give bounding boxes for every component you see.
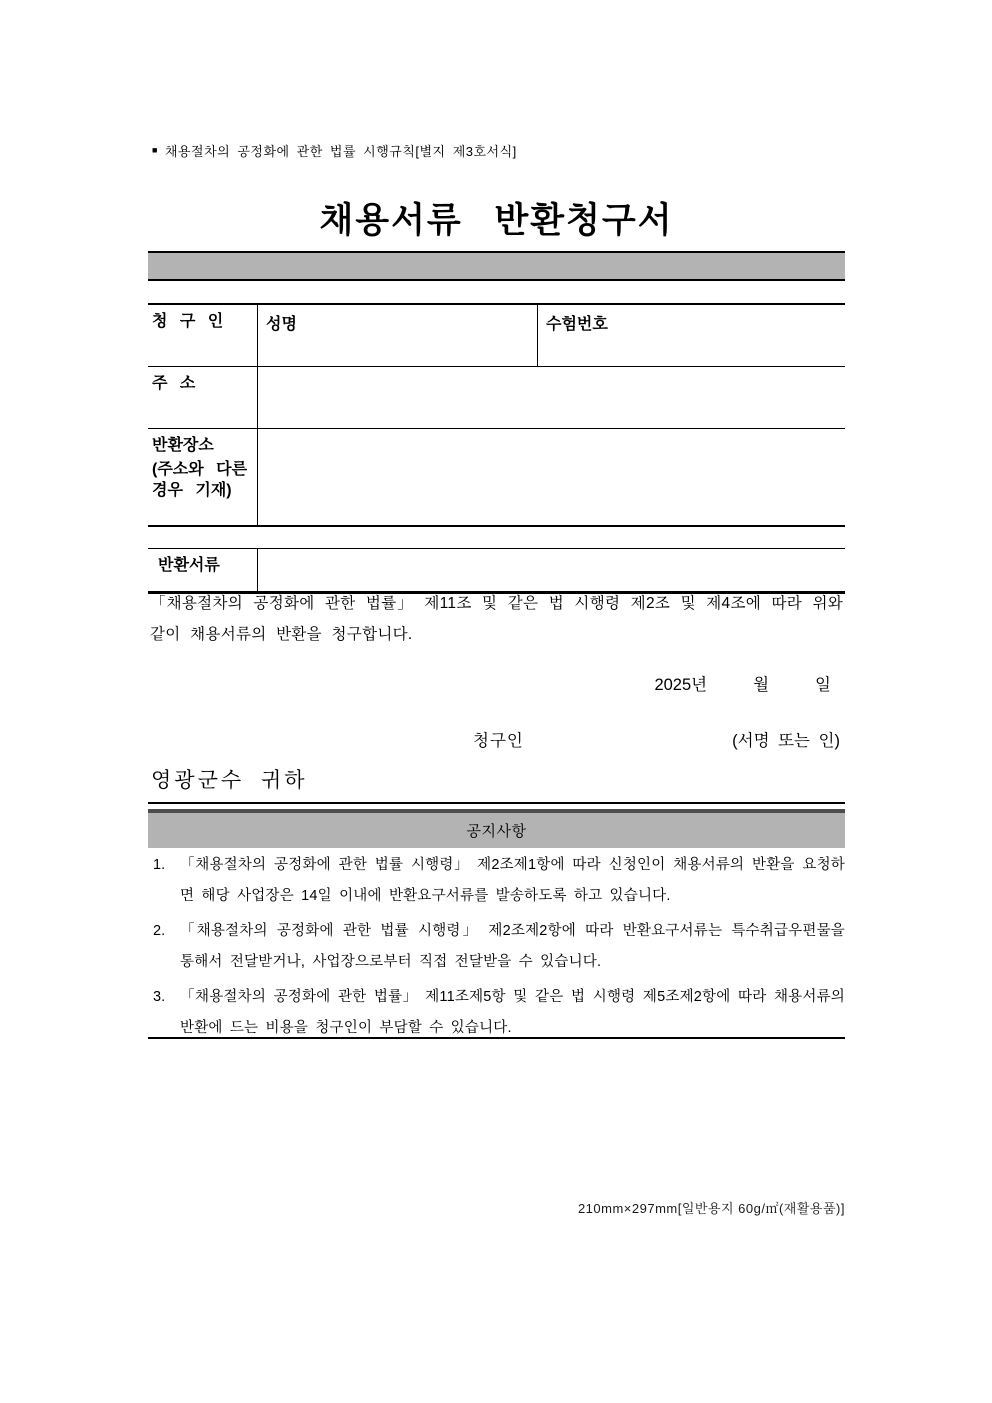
page-title: 채용서류 반환청구서 [319,201,674,240]
name-label: 성명 [266,316,297,333]
return-documents-label-cell: 반환서류 [148,549,258,591]
notice-item-text: 「채용절차의 공정화에 관한 법률 시행령」 제2조제1항에 따라 신청인이 채용서류의 반환을 요청하면 해당 사업장은 14일 이내에 반환요구서류를 발송하도록 하고 있습니다. [180,857,845,904]
table-row-applicant [148,305,845,367]
return-place-label-line1: 반환장소 [152,437,214,454]
ruling-reference-text: 채용절차의 공정화에 관한 법률 시행규칙[별지 제3호서식] [164,144,517,159]
signature-line [148,727,845,751]
date-month: 월 [753,676,770,694]
notice-bottom-line [148,1037,845,1039]
date-year: 2025년 [654,676,708,694]
notice-item [153,916,845,978]
applicant-label-cell: 청 구 인 [148,305,258,366]
table-row-return-place [148,429,845,525]
notice-item [153,982,845,1044]
addressee-divider-line [148,802,845,804]
notice-list [153,850,845,1048]
return-place-label-line2: (주소와 다른 [152,461,248,478]
return-documents-field[interactable] [258,549,845,591]
date-line [148,671,845,695]
notice-item [153,850,845,912]
notice-item-number: 1. [153,857,166,873]
return-place-label-line3: 경우 기재) [152,482,232,499]
addressee: 영광군수 귀하 [151,769,308,792]
date-day: 일 [815,676,831,694]
table-row-address [148,367,845,429]
signature-applicant-label: 청구인 [473,732,524,750]
square-bullet-icon: ■ [152,145,158,155]
name-field[interactable] [258,305,538,366]
address-field[interactable] [258,367,845,428]
notice-item-text: 「채용절차의 공정화에 관한 법률 시행령」 제2조제2항에 따라 반환요구서류는 특수취급우편물을 통해서 전달받거나, 사업장으로부터 직접 전달받을 수 있습니다. [180,923,845,970]
notice-item-number: 3. [153,989,166,1005]
title-divider-band [148,251,845,281]
notice-title: 공지사항 [466,823,527,840]
notice-item-text: 「채용절차의 공정화에 관한 법률」 제11조제5항 및 같은 법 시행령 제5조제2항에 따라 채용서류의 반환에 드는 비용을 청구인이 부담할 수 있습니다. [180,989,845,1036]
address-label-cell: 주 소 [148,367,258,428]
notice-item-number: 2. [153,923,166,939]
notice-header-bar [148,809,845,848]
paper-spec-footer: 210mm×297mm[일반용지 60g/㎡(재활용품)] [577,1201,845,1216]
return-place-label-cell [148,429,258,525]
applicant-info-table [148,303,845,527]
return-place-field[interactable] [258,429,845,525]
exam-number-field[interactable] [538,305,845,366]
signature-seal-note: (서명 또는 인) [732,732,840,750]
ruling-reference [152,141,517,160]
exam-number-label: 수험번호 [546,316,608,333]
legal-statement: 「채용절차의 공정화에 관한 법률」 제11조 및 같은 법 시행령 제2조 및 제4조에 따라 위와 같이 채용서류의 반환을 청구합니다. [150,595,843,643]
